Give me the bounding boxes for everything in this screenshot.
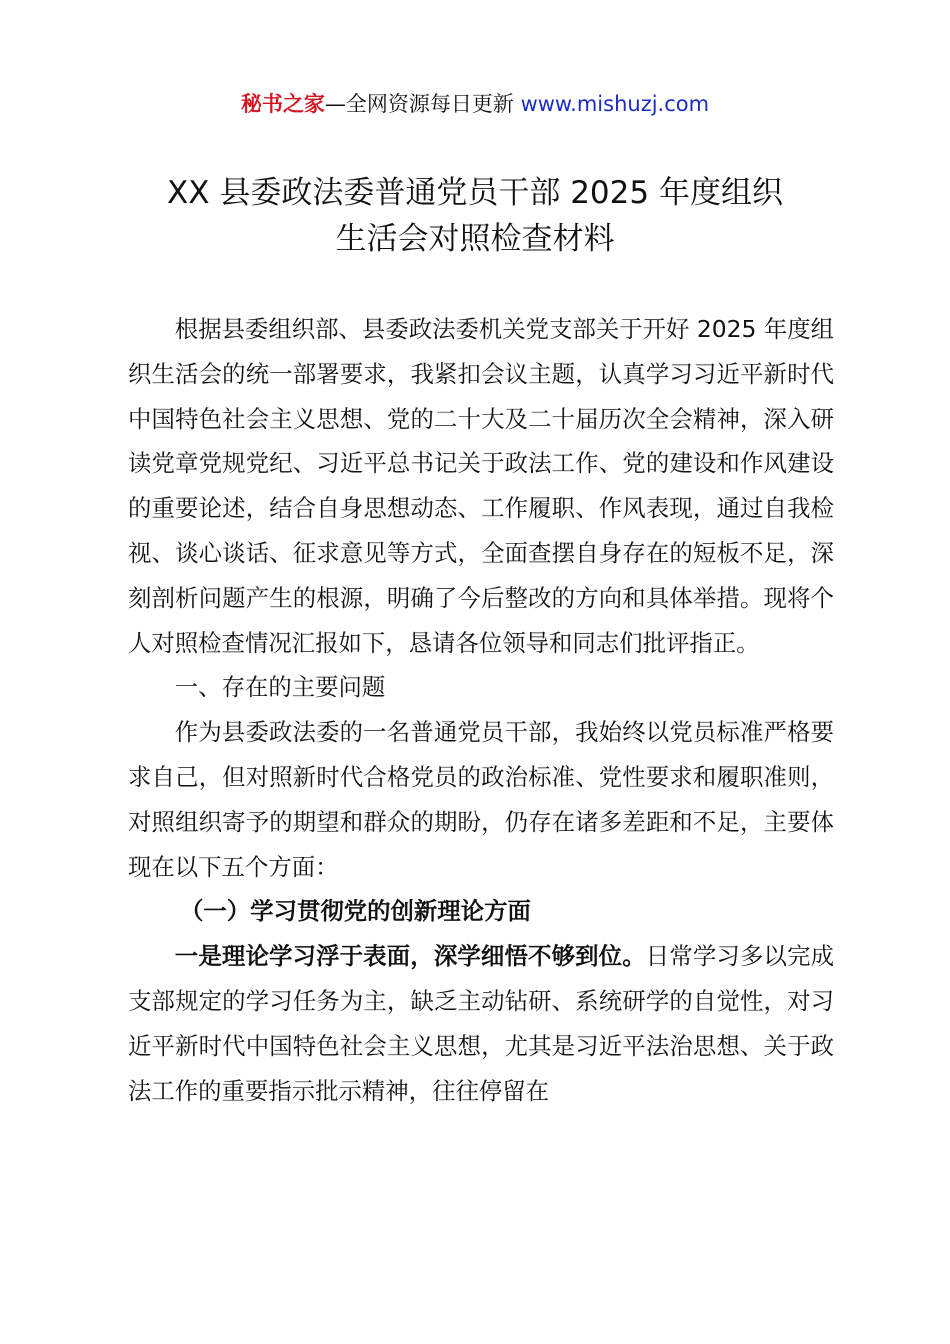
site-url: www.mishuzj.com <box>520 92 710 116</box>
point-1-paragraph <box>128 934 834 1113</box>
document-title <box>110 170 840 262</box>
title-line-2: 生活会对照检查材料 <box>335 221 615 257</box>
document-body <box>128 307 834 1113</box>
site-header <box>0 88 950 120</box>
point-1-lead: 一是理论学习浮于表面，深学细悟不够到位。 <box>174 942 646 971</box>
point-1-text: 日常学习多以完成支部规定的学习任务为主，缺乏主动钻研、系统研学的自觉性，对习近平新时代中国特色社会主义思想，尤其是习近平法治思想、关于政法工作的重要指示批示精神，往往停留在 <box>128 942 835 1105</box>
header-slogan: —全网资源每日更新 <box>324 92 521 116</box>
section-heading-1: 一、存在的主要问题 <box>174 673 386 702</box>
subsection-heading-1: （一）学习贯彻党的创新理论方面 <box>180 897 531 926</box>
intro-paragraph: 根据县委组织部、县委政法委机关党支部关于开好 2025 年度组织生活会的统一部署要求，我紧扣会议主题，认真学习习近平新时代中国特色社会主义思想、党的二十大及二十届历次全会精神，深入研读党章党规党纪、习近平总书记关于政法工作、党的建设和作风建设的重要论述，结合自身思想动态、工作履职、作风表现，通过自我检视、谈心谈话、征求意见等方式，全面查摆自身存在的短板不足，深刻剖析问题产生的根源，明确了今后整改的方向和具体举措。现将个人对照检查情况汇报如下，恳请各位领导和同志们批评指正。 <box>128 315 834 657</box>
section-1-intro-paragraph: 作为县委政法委的一名普通党员干部，我始终以党员标准严格要求自己，但对照新时代合格党员的政治标准、党性要求和履职准则，对照组织寄予的期望和群众的期盼，仍存在诸多差距和不足，主要体现在以下五个方面： <box>128 718 834 881</box>
title-line-1: XX 县委政法委普通党员干部 2025 年度组织 <box>167 175 783 211</box>
brand-name: 秘书之家 <box>240 92 325 116</box>
